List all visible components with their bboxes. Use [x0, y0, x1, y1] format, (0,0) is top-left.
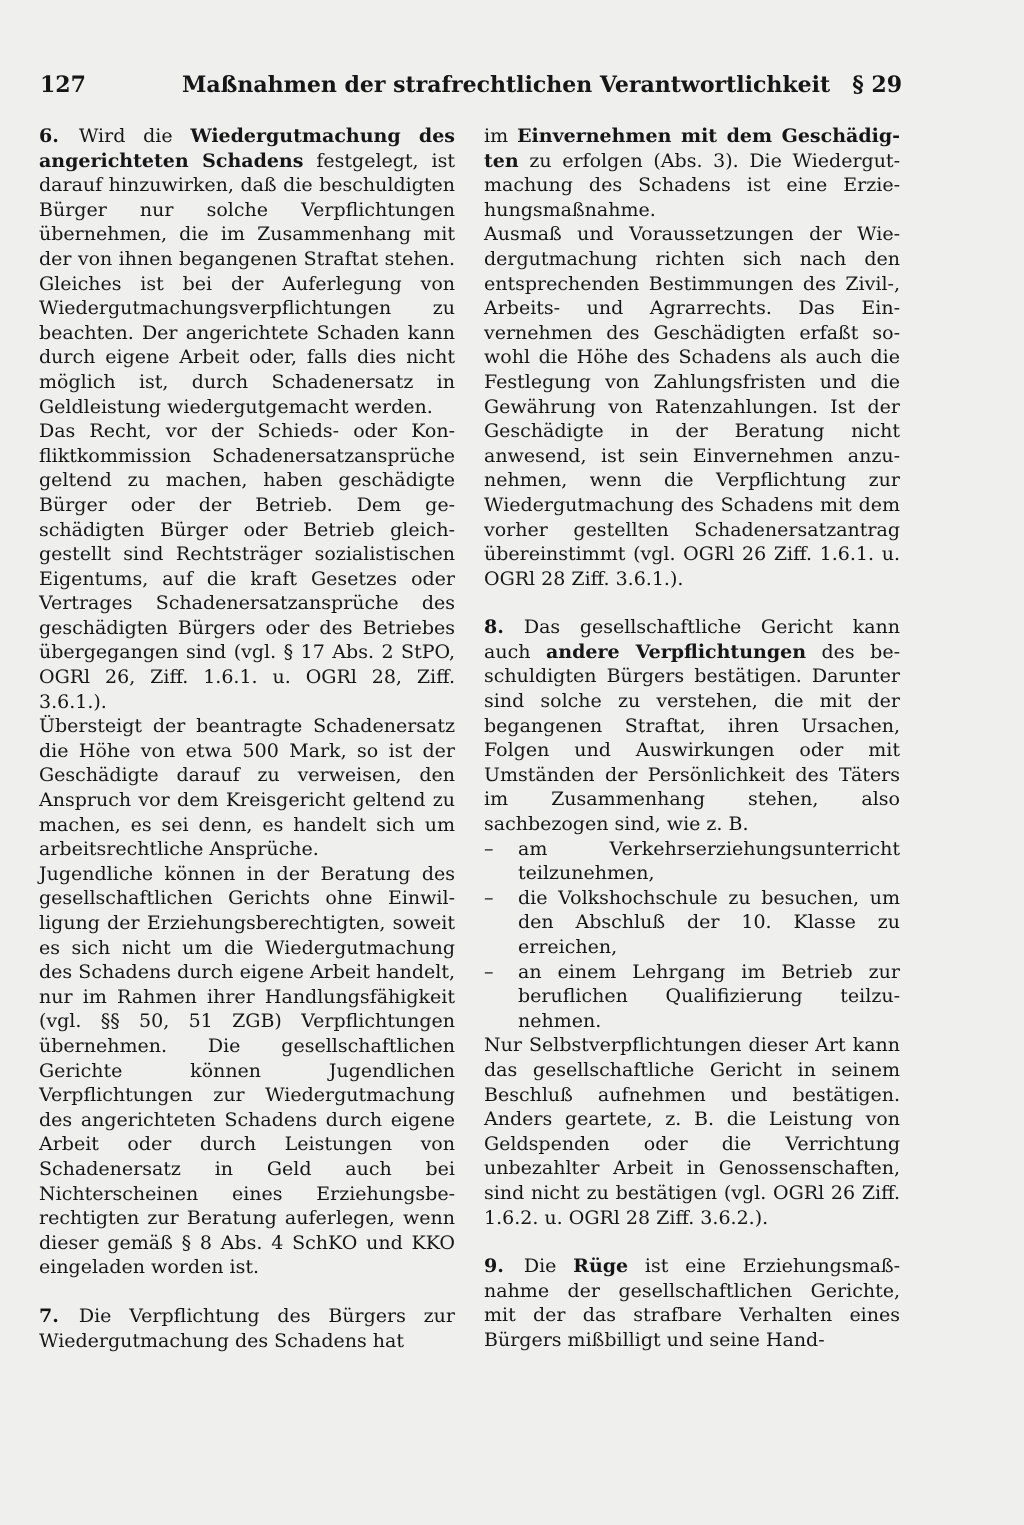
paragraph-7-continued — [484, 124, 900, 222]
list-item-text: am Verkehrserziehungsunterricht teilzunehmen, — [518, 837, 900, 885]
paragraph: Ausmaß und Voraussetzungen der Wiedergutmachung richten sich nach den entsprechenden Bestimmungen des Zivil-, Arbeits- und Agrarrechts. Das Einvernehmen des Geschädigten erfaßt sowohl die Höhe des Schadens als auch die Festlegung von Zahlungsfristen und die Gewährung von Ratenzahlungen. Ist der Geschädigte in der Beratung nicht anwesend, ist sein Einvernehmen anzunehmen, wenn die Verpflichtung zur Wiedergutmachung des Schadens mit dem vorher gestellten Schadenersatzantrag übereinstimmt (vgl. OGRl 26 Ziff. 1.6.1. u. OGRl 28 Ziff. 3.6.1.). — [484, 223, 900, 590]
bold-term: andere Verpflichtungen — [545, 640, 807, 663]
text-run: festgelegt, ist darauf hinzuwirken, daß die beschuldigten Bürger nur solche Verpflichtungen übernehmen, die im Zusammenhang mit der von ihnen begangenen Straftat stehen. Gleiches ist bei der Auferlegung von Wiedergutmachungsverpflichtungen zu beachten. Der angerichtete Schaden kann durch eigene Arbeit oder, falls dies nicht möglich ist, durch Schadenersatz in Geldleistung wiedergutgemacht werden. — [39, 149, 455, 418]
list-item — [484, 837, 900, 886]
paragraph-gap — [39, 1280, 455, 1304]
paragraph-9 — [484, 1254, 900, 1352]
paragraph: Das Recht, vor der Schieds- oder Konfliktkommission Schadenersatzansprüche geltend zu machen, haben geschädigte Bürger oder der Betrieb. Dem geschädigten Bürger oder Betrieb gleichgestellt sind Rechtsträger sozialistischen Eigentums, auf die kraft Gesetzes oder Vertrages Schadenersatzansprüche des geschädigten Bürgers oder des Betriebes übergegangen sind (vgl. § 17 Abs. 2 StPO, OGRl 26, Ziff. 1.6.1. u. OGRl 28, Ziff. 3.6.1.). — [39, 420, 455, 713]
paragraph: Übersteigt der beantragte Schadenersatz die Höhe von etwa 500 Mark, so ist der Geschädigte darauf zu verweisen, den Anspruch vor dem Kreisgericht geltend zu machen, es sei denn, es handelt sich um arbeitsrechtliche Ansprüche. — [39, 715, 455, 861]
dash-marker: – — [484, 886, 494, 909]
paragraph-number: 7. — [39, 1304, 59, 1327]
text-run: zu erfolgen (Abs. 3). Die Wiedergutmachung des Schadens ist eine Erziehungsmaßnahme. — [484, 149, 900, 221]
text-run: Die Verpflichtung des Bürgers zur Wiedergutmachung des Schadens hat — [39, 1304, 455, 1352]
dash-marker: – — [484, 960, 494, 983]
running-header — [40, 72, 902, 108]
paragraph: Nur Selbstverpflichtungen dieser Art kann das gesellschaftliche Gericht in seinem Beschluß aufnehmen und bestätigen. Anders geartete, z. B. die Leistung von Geldspenden oder die Verrichtung unbezahlter Arbeit in Genossenschaften, sind nicht zu bestätigen (vgl. OGRl 26 Ziff. 1.6.2. u. OGRl 28 Ziff. 3.6.2.). — [484, 1034, 900, 1229]
dash-marker: – — [484, 837, 494, 860]
text-run: im — [484, 125, 518, 147]
paragraph-gap — [484, 1230, 900, 1254]
list-item — [484, 886, 900, 960]
paragraph-7 — [39, 1304, 455, 1353]
paragraph-number: 9. — [484, 1255, 504, 1278]
text-run: Wird die — [78, 125, 191, 147]
text-run: Das gesellschaftliche Gericht kann auch — [484, 616, 900, 663]
bold-term: Wiedergutmachung des angerichteten Schadens — [39, 125, 455, 172]
paragraph-gap — [484, 591, 900, 615]
right-column — [484, 124, 900, 1353]
list-item-text: an einem Lehrgang im Betrieb zur beruflichen Qualifizierung teilzunehmen. — [518, 960, 900, 1032]
text-run: ist eine Erziehungsmaßnahme der gesellschaftlichen Gerichte, mit der das strafbare Verhalten eines Bürgers mißbilligt und seine Hand- — [484, 1255, 901, 1351]
text-run: Die — [523, 1255, 574, 1278]
left-column — [39, 124, 455, 1353]
page-number: 127 — [40, 72, 86, 98]
bold-term: Einvernehmen mit dem Geschädigten — [484, 125, 900, 172]
paragraph: Jugendliche können in der Beratung des gesellschaftlichen Gerichts ohne Einwilligung der Erziehungsberechtigten, soweit es sich nicht um die Wiedergutmachung des Schadens durch eigene Arbeit handelt, nur im Rahmen ihrer Handlungsfähigkeit (vgl. §§ 50, 51 ZGB) Verpflichtungen übernehmen. Die gesellschaftlichen Gerichte können Jugendlichen Verpflichtungen zur Wiedergutmachung des angerichteten Schadens durch eigene Arbeit oder durch Leistungen von Schadenersatz in Geld auch bei Nichterscheinen eines Erziehungsberechtigten zur Beratung auferlegen, wenn dieser gemäß § 8 Abs. 4 SchKO und KKO eingeladen worden ist. — [39, 862, 455, 1279]
bold-term: Rüge — [573, 1255, 629, 1278]
paragraph-number: 6. — [39, 125, 59, 147]
header-title: Maßnahmen der strafrechtlichen Verantwortlichkeit — [182, 72, 831, 98]
section-number: § 29 — [852, 72, 902, 98]
list-item — [484, 960, 900, 1034]
paragraph-number: 8. — [484, 616, 504, 639]
dash-list — [484, 837, 900, 1034]
list-item-text: die Volkshochschule zu besuchen, um den Abschluß der 10. Klasse zu erreichen, — [518, 886, 900, 958]
paragraph-6 — [39, 124, 455, 419]
paragraph-8 — [484, 615, 900, 836]
text-run: des beschuldigten Bürgers bestätigen. Darunter sind solche zu verstehen, die mit der begangenen Straftat, ihren Ursachen, Folgen und Auswirkungen oder mit Umständen der Persönlichkeit des Täters im Zusammenhang stehen, also sachbezogen sind, wie z. B. — [484, 640, 900, 836]
